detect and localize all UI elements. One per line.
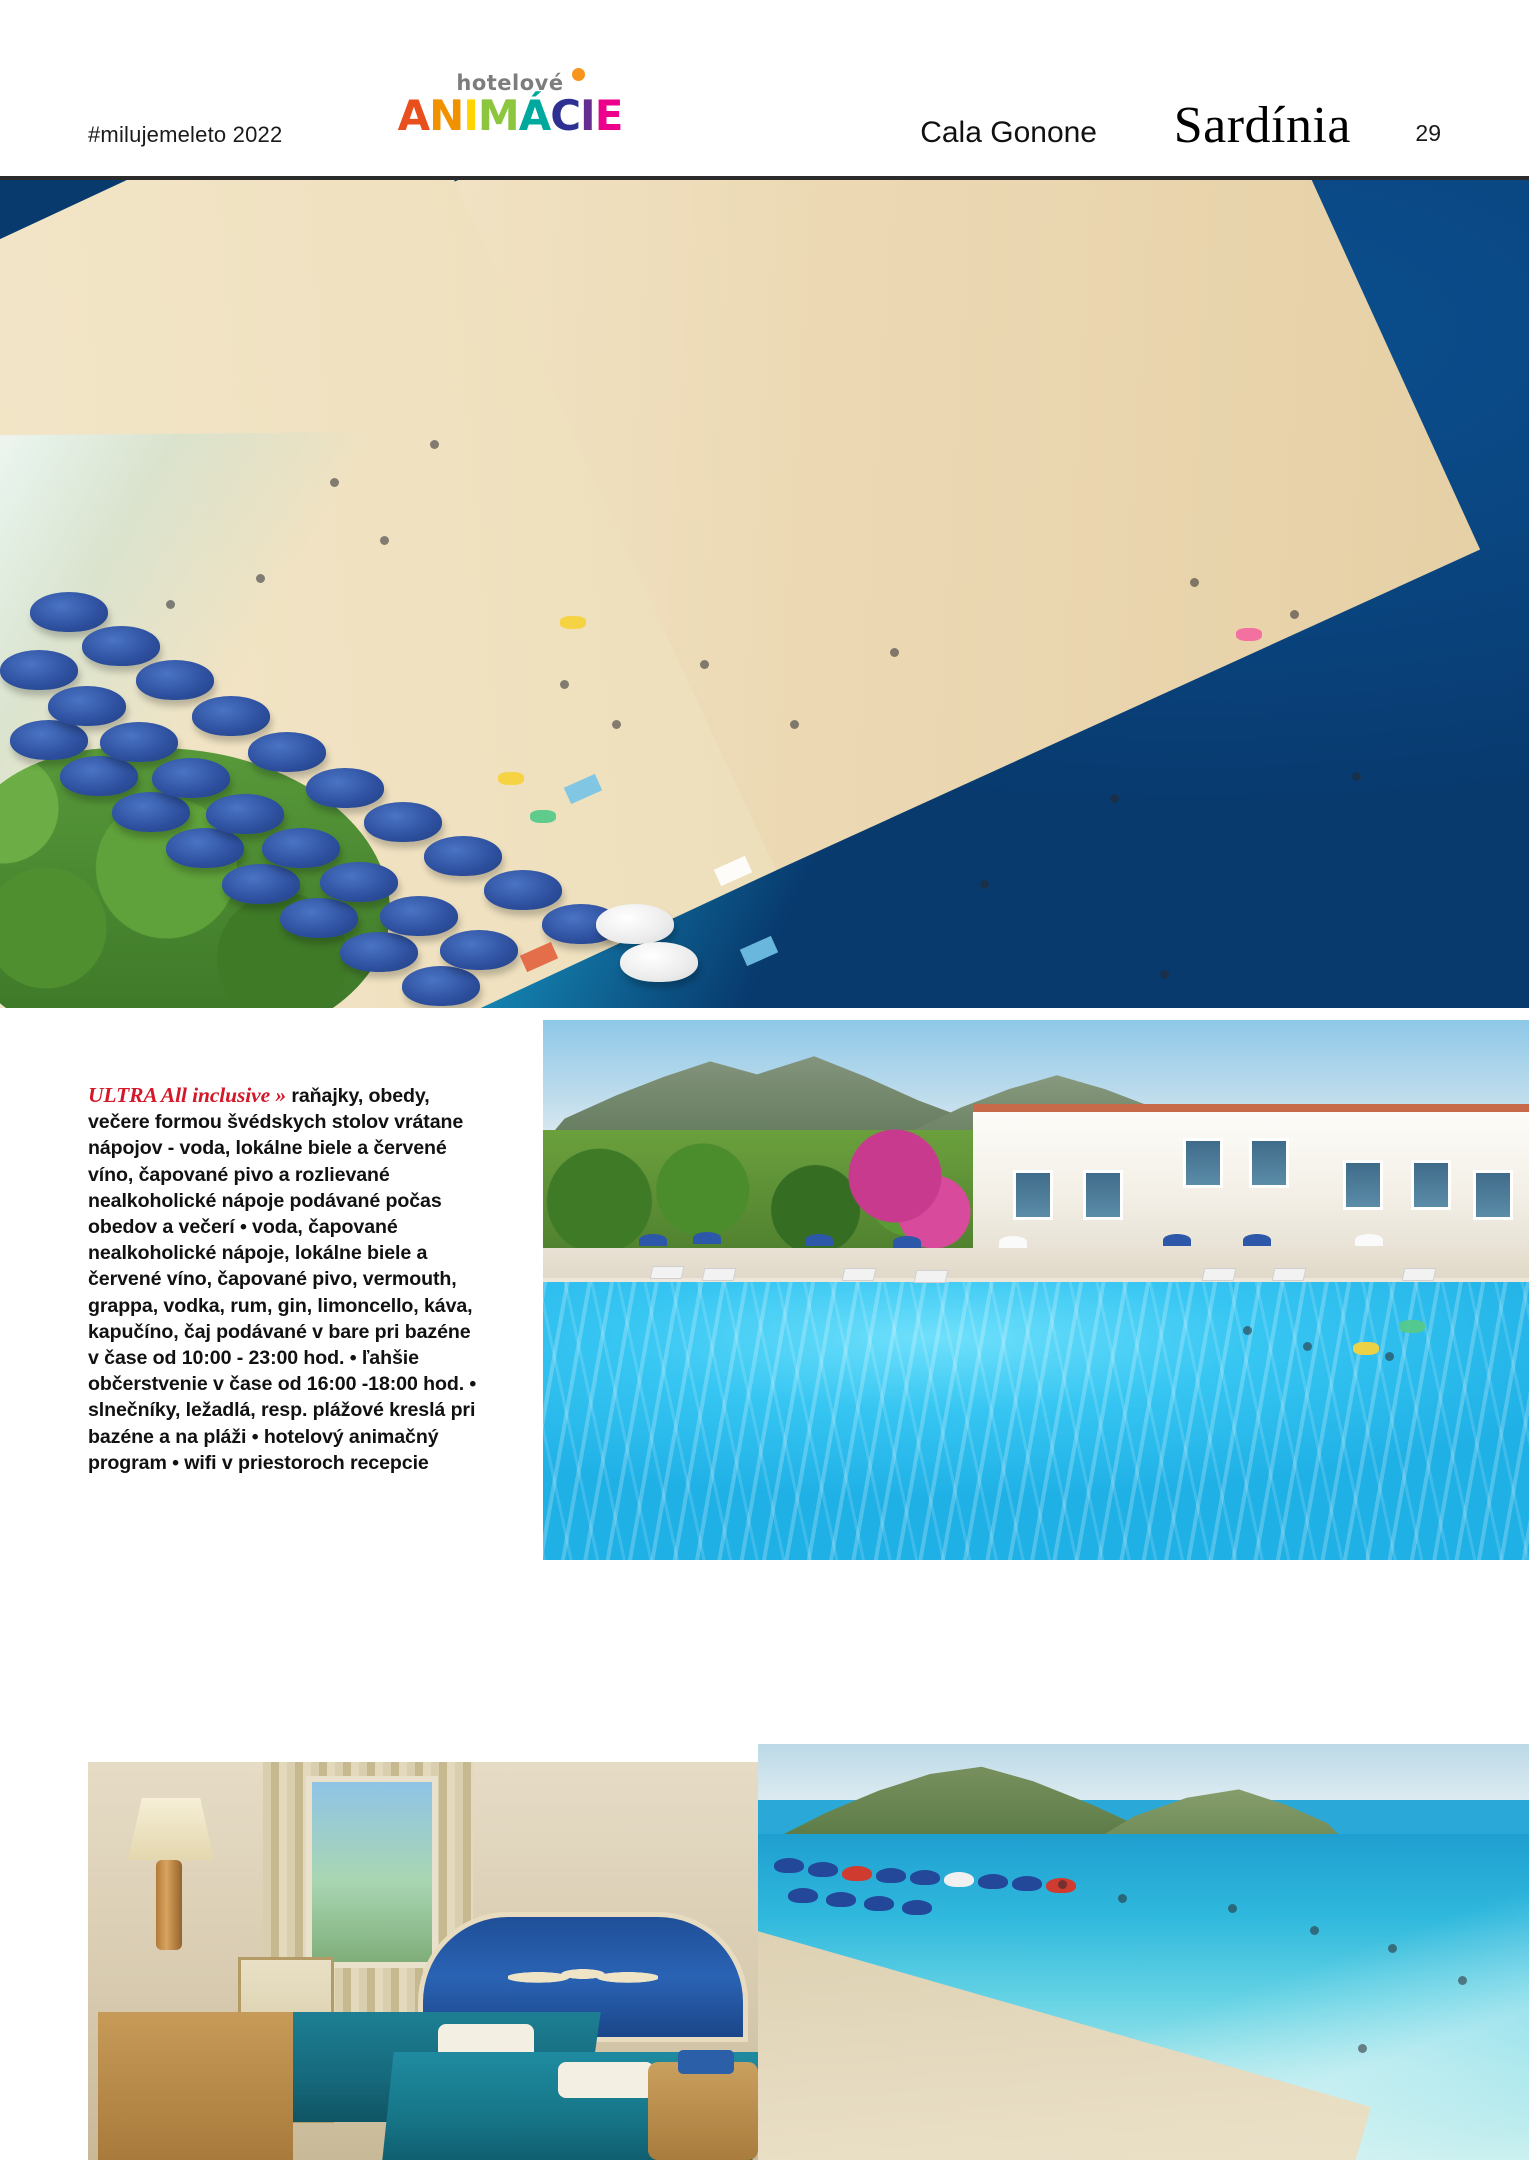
pool-float [498,772,524,785]
sun-lounger [1402,1268,1437,1281]
beach-umbrella [222,864,300,904]
beach-umbrella [192,696,270,736]
logo-main-word: ANIMÁCIE [397,91,623,140]
swimmer [700,660,709,669]
beach-umbrella [864,1896,894,1911]
description-paragraph [88,1082,480,1476]
swimmer [166,600,175,609]
ultra-all-inclusive-label: ULTRA All inclusive » [88,1083,286,1107]
beach-umbrella [380,896,458,936]
animacie-logo [385,72,635,144]
hotel-window [1083,1170,1123,1220]
beach-umbrella [0,650,78,690]
beach-umbrella [206,794,284,834]
swimmer [330,478,339,487]
beach-umbrella [112,792,190,832]
swimmer [1243,1326,1252,1335]
pool-image [543,1020,1529,1560]
beach-umbrella-white [620,942,698,982]
sun-lounger [914,1270,949,1283]
swimmer [1458,1976,1467,1985]
swimmer [1110,794,1119,803]
page-header [0,0,1529,180]
hotel-window [1013,1170,1053,1220]
beach-umbrella [30,592,108,632]
swimmer [1303,1342,1312,1351]
beach-umbrella [60,756,138,796]
parasol [639,1234,667,1246]
swimmer [790,720,799,729]
pool-float [1236,628,1262,641]
beach-umbrella [842,1866,872,1881]
beach-umbrella-white [596,904,674,944]
swimmer [1058,1880,1067,1889]
swimmer [1290,610,1299,619]
lamp-shade [128,1798,214,1860]
hotel-window [1343,1160,1383,1210]
issue-hashtag: #milujemeleto 2022 [88,122,283,147]
parasol [893,1236,921,1248]
beach-umbrella [10,720,88,760]
lamp-base [156,1860,182,1950]
pool-float [1399,1320,1425,1333]
beach-umbrella [910,1870,940,1885]
beach-umbrella [320,862,398,902]
pool-float [530,810,556,823]
room-window [306,1776,438,1968]
parasol [693,1232,721,1244]
hotel-window [1411,1160,1451,1210]
beach-umbrella [484,870,562,910]
hotel-window [1249,1138,1289,1188]
swimmer [1118,1894,1127,1903]
beach-umbrella [774,1858,804,1873]
logo-dot-icon [572,68,585,81]
swimmer [1310,1926,1319,1935]
hero-beach-image [0,180,1529,1008]
page-number: 29 [1415,120,1441,146]
beach-umbrella [902,1900,932,1915]
beach-umbrella [306,768,384,808]
beach-umbrella [364,802,442,842]
beach-umbrella [82,626,160,666]
swimmer [380,536,389,545]
parasol [805,1234,833,1246]
beach-umbrella [402,966,480,1006]
swimmer [1385,1352,1394,1361]
beach-umbrella [808,1862,838,1877]
bougainvillea [843,1128,973,1248]
beach-umbrella [978,1874,1008,1889]
beach-bottom-image [758,1744,1529,2160]
parasol [1163,1234,1191,1246]
sun-lounger [842,1268,877,1281]
swimmer [612,720,621,729]
sun-lounger [1272,1268,1307,1281]
sun-lounger [650,1266,685,1279]
swimmer [560,680,569,689]
beach-umbrella [48,686,126,726]
sun-lounger [702,1268,737,1281]
beach-umbrella [944,1872,974,1887]
beach-umbrella [826,1892,856,1907]
logo-top-word: hotelové [456,71,564,95]
beach-umbrella [340,932,418,972]
pool-float [1353,1342,1379,1355]
telephone [678,2050,734,2074]
swimmer [1388,1944,1397,1953]
hotel-window [1183,1138,1223,1188]
beach-umbrella [248,732,326,772]
beach-umbrella [280,898,358,938]
desk [98,2012,293,2160]
parasol [1355,1234,1383,1246]
parasol [1243,1234,1271,1246]
sky [758,1744,1529,1800]
beach-umbrella [136,660,214,700]
all-inclusive-description [88,1082,480,1476]
swimmer [1228,1904,1237,1913]
sun-lounger [1202,1268,1237,1281]
beach-umbrella [262,828,340,868]
pool-float [560,616,586,629]
beach-umbrella [152,758,230,798]
description-body: raňajky, obedy, večere formou švédskych stolov vrátane nápojov - voda, lokálne biele a červené víno, čapované pivo a rozlievané nealkoholické nápoje podávané počas obedov a večerí • voda, čapované nealkoholické nápoje, lokálne biele a červené víno, čapované pivo, vermouth, grappa, vodka, rum, gin, limoncello, káva, kapučíno, čaj podávané v bare pri bazéne v čase od 10:00 - 23:00 hod. • ľahšie občerstvenie v čase od 16:00 -18:00 hod. • slnečníky, ležadlá, resp. plážové kreslá pri bazéne a na pláži • hotelový animačný program • wifi v priestoroch recepcie [88,1085,477,1474]
nightstand [648,2062,758,2160]
swimmer [1190,578,1199,587]
umbrella-row [768,1854,1108,1914]
beach-umbrella [876,1868,906,1883]
swimmer [1160,970,1169,979]
pillow [558,2062,654,2098]
parasol [999,1236,1027,1248]
beach-umbrella [100,722,178,762]
beach-umbrella [166,828,244,868]
beach-umbrella [788,1888,818,1903]
swimmer [1352,772,1361,781]
pool-water [543,1282,1529,1560]
swimmer [1358,2044,1367,2053]
beach-umbrella [424,836,502,876]
swimmer [256,574,265,583]
swimmer [980,880,989,889]
swimmer [430,440,439,449]
beach-umbrella [440,930,518,970]
hotel-window [1473,1170,1513,1220]
resort-name: Cala Gonone [920,116,1097,149]
beach-umbrella [1012,1876,1042,1891]
hotel-room-image [88,1762,758,2160]
country-title: Sardínia [1173,97,1351,154]
swimmer [890,648,899,657]
